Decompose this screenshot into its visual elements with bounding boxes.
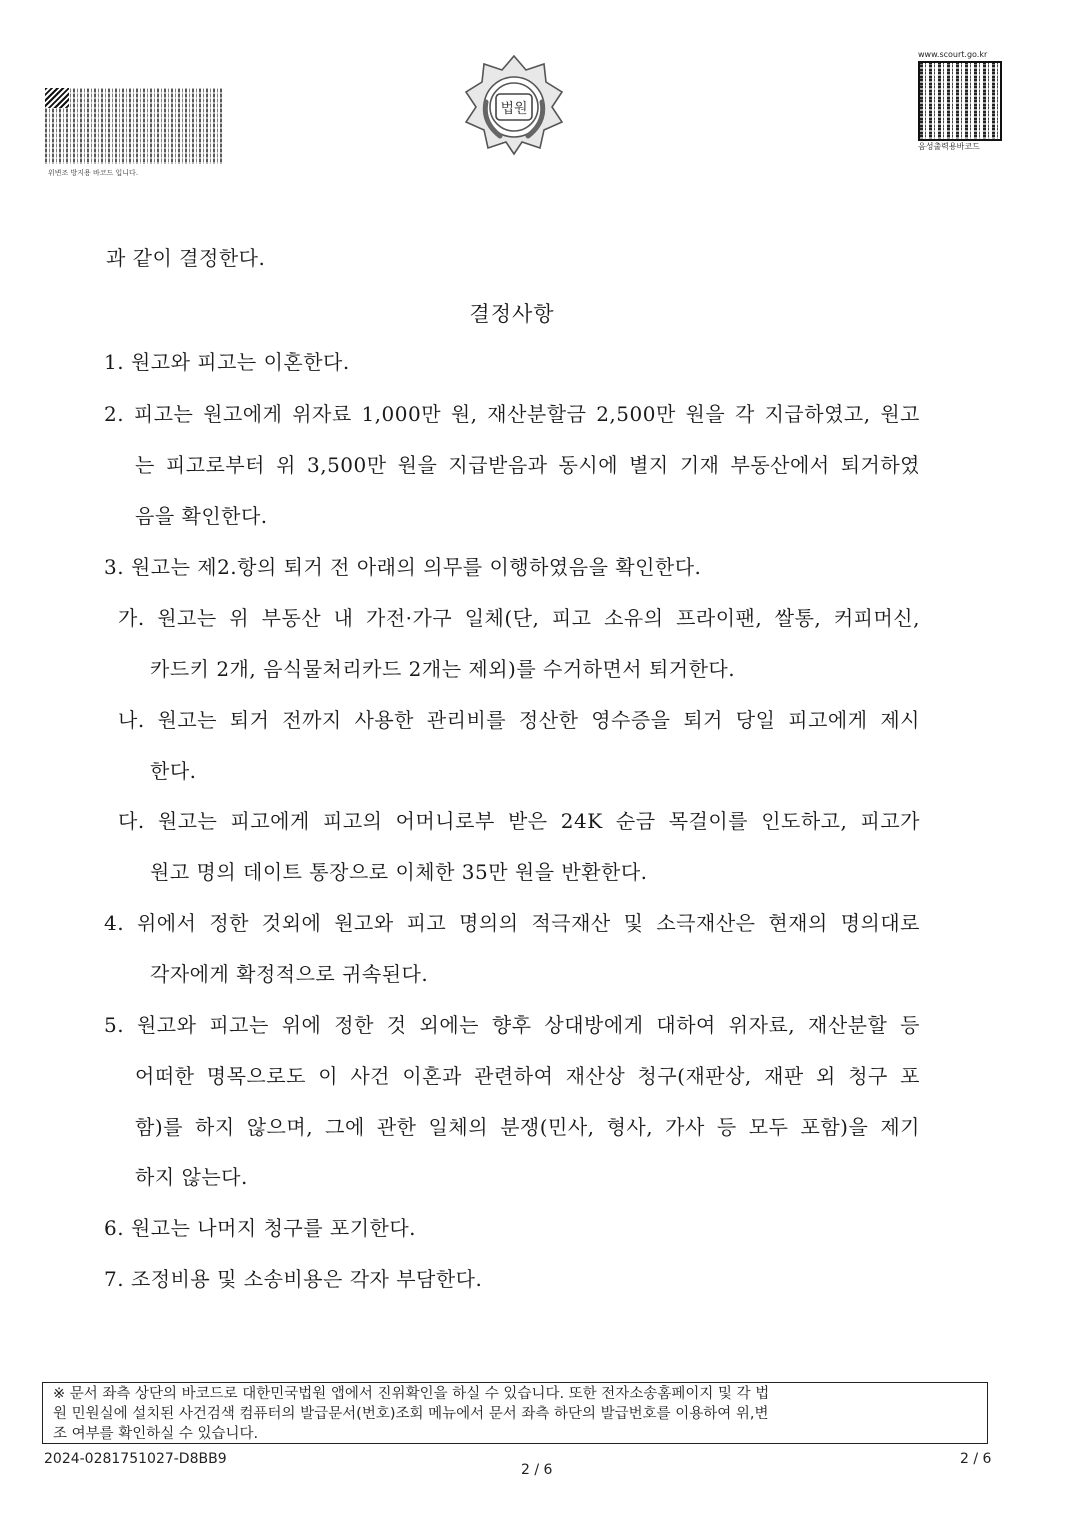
decision-item: 5. 원고와 피고는 위에 정한 것 외에는 향후 상대방에게 대하여 위자료, 재산분할 등 <box>104 1013 920 1037</box>
barcode-caption: 위변조 방지용 바코드 입니다. <box>48 169 139 177</box>
decision-item-continuation: 어떠한 명목으로도 이 사건 이혼과 관련하여 재산상 청구(재판상, 재판 외 청구 포 <box>135 1064 920 1088</box>
audio-barcode-caption: 음성출력용바코드 <box>918 142 980 151</box>
notice-line: 조 여부를 확인하실 수 있습니다. <box>53 1426 259 1442</box>
decision-item: 7. 조정비용 및 소송비용은 각자 부담한다. <box>104 1267 483 1291</box>
notice-line: 원 민원실에 설치된 사건검색 컴퓨터의 발급문서(번호)조회 메뉴에서 문서 좌측 하단의 발급번호를 이용하여 위,변 <box>53 1406 769 1422</box>
section-title: 결정사항 <box>469 302 555 326</box>
decision-item: 6. 원고는 나머지 청구를 포기한다. <box>104 1216 417 1240</box>
emblem-text: 법원 <box>500 101 528 117</box>
decision-item-continuation: 는 피고로부터 위 3,500만 원을 지급받음과 동시에 별지 기재 부동산에서 퇴거하였 <box>135 453 920 477</box>
decision-item: 4. 위에서 정한 것외에 원고와 피고 명의의 적극재산 및 소극재산은 현재의 명의대로 <box>104 911 920 935</box>
decision-item-continuation: 하지 않는다. <box>135 1165 248 1189</box>
audio-output-barcode <box>918 61 1002 141</box>
court-emblem-icon <box>462 52 566 156</box>
authenticity-barcode <box>45 88 223 164</box>
page-number-right: 2 / 6 <box>960 1451 992 1467</box>
sub-item: 가. 원고는 위 부동산 내 가전·가구 일체(단, 피고 소유의 프라이팬, 쌀통, 커피머신, <box>118 606 920 630</box>
decision-item: 1. 원고와 피고는 이혼한다. <box>104 350 350 374</box>
decision-item-continuation: 음을 확인한다. <box>135 504 268 528</box>
decision-item-continuation: 함)를 하지 않으며, 그에 관한 일체의 분쟁(민사, 형사, 가사 등 모두 포함)을 제기 <box>135 1115 920 1139</box>
barcode-corner-mark <box>45 88 69 108</box>
intro-text: 과 같이 결정한다. <box>106 246 266 270</box>
sub-item-continuation: 한다. <box>150 759 197 783</box>
decision-item: 2. 피고는 원고에게 위자료 1,000만 원, 재산분할금 2,500만 원을 각 지급하였고, 원고 <box>104 402 920 426</box>
sub-item: 다. 원고는 피고에게 피고의 어머니로부 받은 24K 순금 목걸이를 인도하고, 피고가 <box>118 809 920 833</box>
notice-line: ※ 문서 좌측 상단의 바코드로 대한민국법원 앱에서 진위확인을 하실 수 있습니다. 또한 전자소송홈페이지 및 각 법 <box>53 1386 770 1402</box>
site-url: www.scourt.go.kr <box>918 50 988 59</box>
decision-item-continuation: 각자에게 확정적으로 귀속된다. <box>150 962 429 986</box>
decision-item: 3. 원고는 제2.항의 퇴거 전 아래의 의무를 이행하였음을 확인한다. <box>104 555 702 579</box>
page-number-center: 2 / 6 <box>521 1462 553 1478</box>
sub-item-continuation: 원고 명의 데이트 통장으로 이체한 35만 원을 반환한다. <box>150 860 648 884</box>
sub-item-continuation: 카드키 2개, 음식물처리카드 2개는 제외)를 수거하면서 퇴거한다. <box>150 657 736 681</box>
issue-number: 2024-0281751027-D8BB9 <box>44 1451 227 1467</box>
sub-item: 나. 원고는 퇴거 전까지 사용한 관리비를 정산한 영수증을 퇴거 당일 피고에게 제시 <box>118 708 920 732</box>
verification-notice <box>42 1382 988 1444</box>
